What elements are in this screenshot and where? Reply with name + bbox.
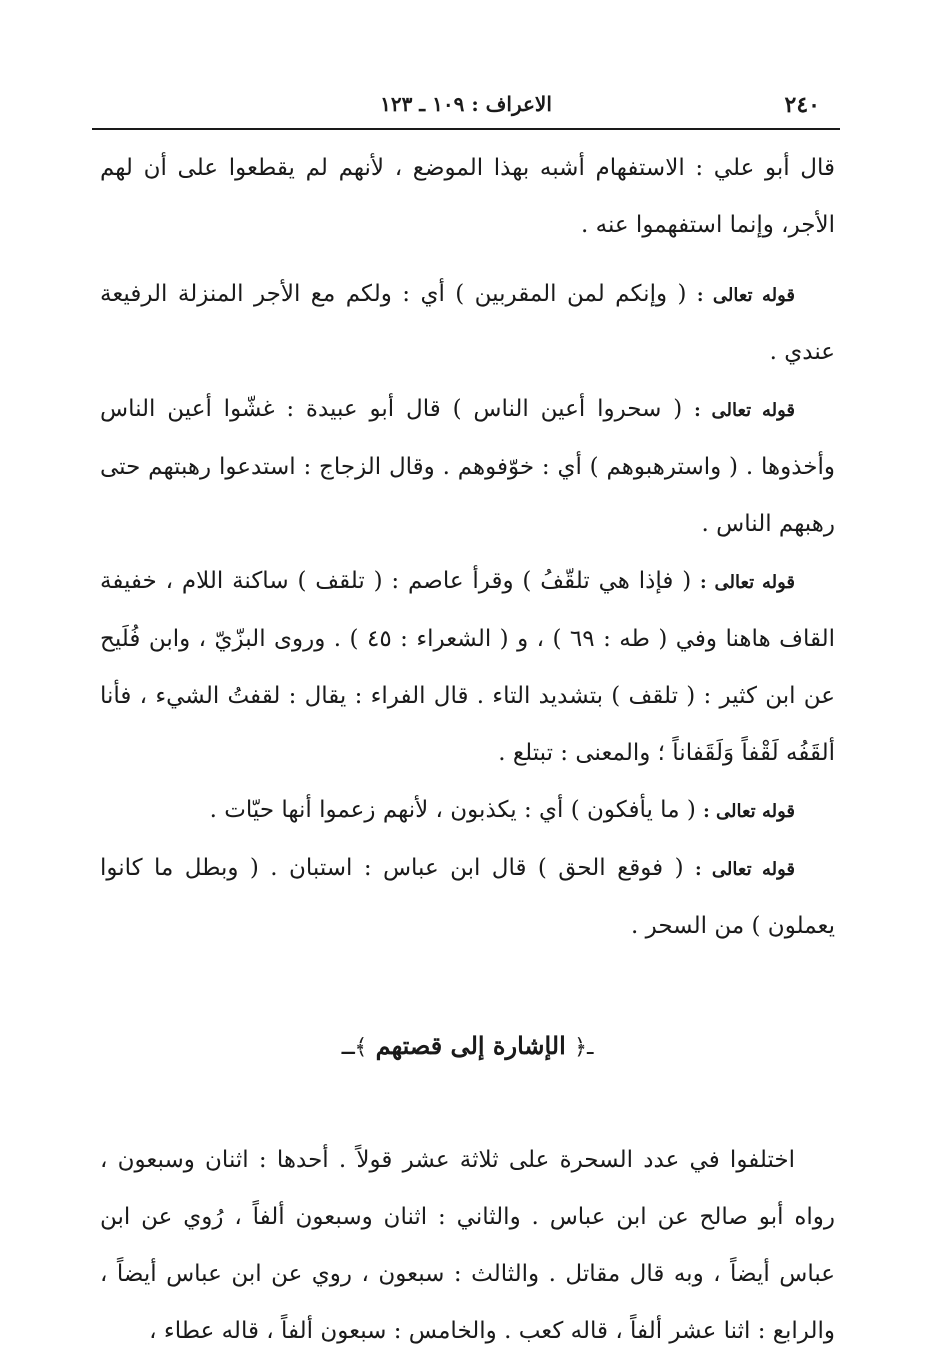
section-title: الإشارة إلى قصتهم — [375, 1031, 566, 1060]
paragraph — [100, 266, 835, 381]
paragraph-text: ( سحروا أعين الناس ) قال أبو عبيدة : غشّوا أعين الناس وأخذوها . ( واسترهبوهم ) أي : خوّفوهم . وقال الزجاج : استدعوا رهبتهم حتى رهبهم الناس . — [100, 396, 835, 537]
paragraph — [100, 381, 835, 553]
paragraph-text: قال أبو علي : الاستفهام أشبه بهذا الموضع ، لأنهم لم يقطعوا على أن لهم الأجر، وإنما استفهموا عنه . — [100, 155, 835, 238]
page-body — [100, 140, 835, 1360]
paragraph — [100, 553, 835, 782]
paragraph-text: ( ما يأفكون ) أي : يكذبون ، لأنهم زعموا أنها حيّات . — [209, 797, 696, 823]
header-rule — [92, 128, 840, 130]
paragraph — [100, 840, 835, 955]
page-number: ٢٤٠ — [784, 92, 820, 118]
ornament-right: ـ﴿ — [574, 1035, 594, 1060]
section-heading — [100, 1017, 835, 1076]
paragraph-text: ( فإذا هي تلقّفُ ) وقرأ عاصم : ( تلقف ) ساكنة اللام ، خفيفة القاف هاهنا وفي ( طه : ٦٩ ) ، و ( الشعراء : ٤٥ ) . وروى البزّيّ ، وابن فُلَيح عن ابن كثير : ( تلقف ) بتشديد التاء . قال الفراء : يقال : لقفتُ الشيء ، فأنا ألقَفُه لَقْفاً وَلَقَفاناً ؛ والمعنى : تبتلع . — [100, 568, 836, 766]
verse-label: قوله تعالى : — [696, 285, 795, 306]
paragraph — [100, 140, 835, 254]
paragraph-text: ( فوقع الحق ) قال ابن عباس : استبان . ( وبطل ما كانوا يعملون ) من السحر . — [100, 855, 835, 939]
section-body — [100, 1132, 835, 1360]
verse-label: قوله تعالى : — [700, 572, 795, 593]
paragraph-text: ( وإنكم لمن المقربين ) أي : ولكم مع الأجر المنزلة الرفيعة عندي . — [100, 281, 835, 365]
paragraph-text: اختلفوا في عدد السحرة على ثلاثة عشر قولاً . أحدها : اثنان وسبعون ، رواه أبو صالح عن ابن عباس . والثاني : اثنان وسبعون ألفاً ، رُوي عن ابن عباس أيضاً ، وبه قال مقاتل . والثالث : سبعون ، روي عن ابن عباس أيضاً ، والرابع : اثنا عشر ألفاً ، قاله كعب . والخامس : سبعون ألفاً ، قاله عطاء ، — [100, 1147, 835, 1344]
running-title: الاعراف : ١٠٩ ـ ١٢٣ — [380, 92, 552, 116]
verse-label: قوله تعالى : — [694, 400, 796, 421]
verse-label: قوله تعالى : — [703, 801, 795, 822]
paragraph — [100, 782, 835, 840]
ornament-left: ﴾ـ — [341, 1035, 368, 1060]
page-header — [92, 84, 840, 124]
verse-label: قوله تعالى : — [694, 859, 795, 880]
